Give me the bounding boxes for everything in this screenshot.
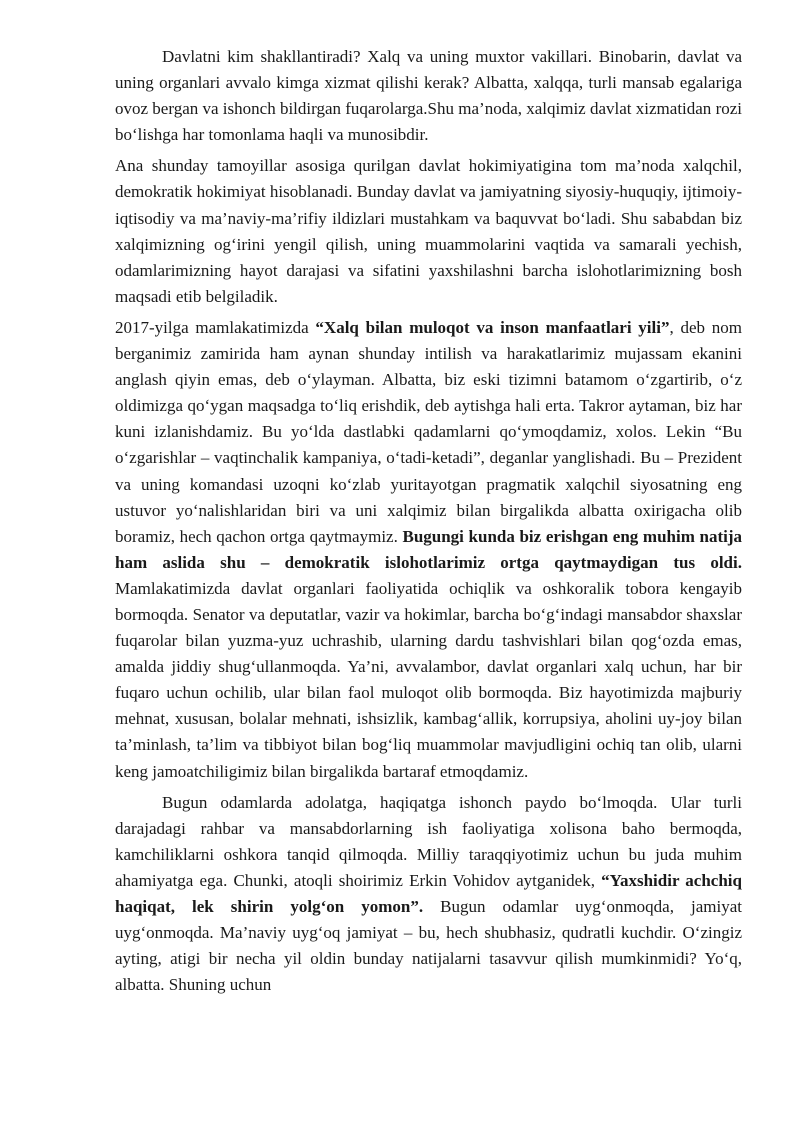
paragraph-1-text: Davlatni kim shakllantiradi? Xalq va uning muxtor vakillari. Binobarin, davlat va uning organlari avvalo kimga xizmat qilishi kerak? Albatta, xalqqa, turli mansab egalariga ovoz bergan va ishonch bildirgan fuqarolarga.Shu ma’noda, xalqimiz davlat xizmatidan rozi bo‘lishga har tomonlama haqli va munosibdir. [115, 47, 742, 145]
paragraph-4 [115, 790, 742, 999]
paragraph-4-text-a: Bugun odamlarda adolatga, haqiqatga ishonch paydo bo‘lmoqda. Ular turli darajadagi rahbar va mansabdorlarning ish faoliyatiga xolisona baho bermoqda, kamchiliklarni oshkora tanqid qilmoqda. Milliy taraqqiyotimiz uchun bu juda muhim ahamiyatga ega. Chunki, atoqli shoirimiz Erkin Vohidov aytganidek, [115, 792, 742, 890]
year-motto-bold: “Xalq bilan muloqot va inson manfaatlari yili” [315, 317, 670, 337]
document-page [115, 44, 742, 1003]
paragraph-1 [115, 44, 742, 148]
paragraph-2 [115, 153, 742, 310]
key-result-bold: Bugungi kunda biz erishgan eng muhim natija ham aslida shu – demokratik islohotlarimiz ortga qaytmaydigan tus oldi. [115, 526, 743, 572]
paragraph-3-text-c: Mamlakatimizda davlat organlari faoliyatida ochiqlik va oshkoralik tobora kengayib bormoqda. Senator va deputatlar, vazir va hokimlar, barcha bo‘g‘indagi mansabdor shaxslar fuqarolar bilan yuzma-yuz uchrashib, ularning dardu tashvishlari bilan qog‘ozda emas, amalda jiddiy shug‘ullanmoqda. Ya’ni, avvalambor, davlat organlari xalq uchun, har bir fuqaro uchun ochilib, ular bilan faol muloqot olib bormoqda. Biz hayotimizda majburiy mehnat, xususan, bolalar mehnati, ishsizlik, kambag‘allik, korrupsiya, aholini uy-joy bilan ta’minlash, ta’lim va tibbiyot bilan bog‘liq muammolar mavjudligini ochiq tan olib, ularni keng jamoatchiligimiz bilan birgalikda bartaraf etmoqdamiz. [115, 578, 742, 781]
paragraph-3 [115, 315, 742, 785]
poet-quote-bold: “Yaxshidir achchiq haqiqat, lek shirin yolg‘on yomon”. [115, 870, 742, 916]
paragraph-3-text-a: 2017-yilga mamlakatimizda [115, 317, 316, 337]
paragraph-2-text: Ana shunday tamoyillar asosiga qurilgan davlat hokimiyatigina tom ma’noda xalqchil, demokratik hokimiyat hisoblanadi. Bunday davlat va jamiyatning siyosiy-huquqiy, ijtimoiy-iqtisodiy va ma’naviy-ma’rifiy ildizlari mustahkam va baquvvat bo‘ladi. Shu sababdan biz xalqimizning og‘irini yengil qilish, uning muammolarini vaqtida va samarali yechish, odamlarimizning hayot darajasi va sifatini yaxshilashni barcha islohotlarimizning bosh maqsadi etib belgiladik. [115, 156, 742, 306]
paragraph-4-text-b: Bugun odamlar uyg‘onmoqda, jamiyat uyg‘onmoqda. Ma’naviy uyg‘oq jamiyat – bu, hech shubhasiz, qudratli kuchdir. O‘zingiz ayting, atigi bir necha yil oldin bunday natijalarni tasavvur qilish mumkinmidi? Yo‘q, albatta. Shuning uchun [115, 897, 742, 995]
paragraph-3-text-b: , deb nom berganimiz zamirida ham aynan shunday intilish va harakatlarimiz mujassam ekanini anglash qiyin emas, deb o‘ylayman. Albatta, biz eski tizimni batamom o‘zgartirib, o‘z oldimizga qo‘ygan maqsadga to‘liq erishdik, deb aytishga hali erta. Takror aytaman, biz har kuni izlanishdamiz. Bu yo‘lda dastlabki qadamlarni qo‘ymoqdamiz, xolos. Lekin “Bu o‘zgarishlar – vaqtinchalik kampaniya, o‘tadi-ketadi”, deganlar yanglishadi. Bu – Prezident va uning komandasi uzoqni ko‘zlab yuritayotgan pragmatik xalqchil siyosatning eng ustuvor yo‘nalishlaridan biri va uni xalqimiz bilan birgalikda albatta oxirigacha olib boramiz, hech qachon ortga qaytmaymiz. [115, 317, 742, 546]
